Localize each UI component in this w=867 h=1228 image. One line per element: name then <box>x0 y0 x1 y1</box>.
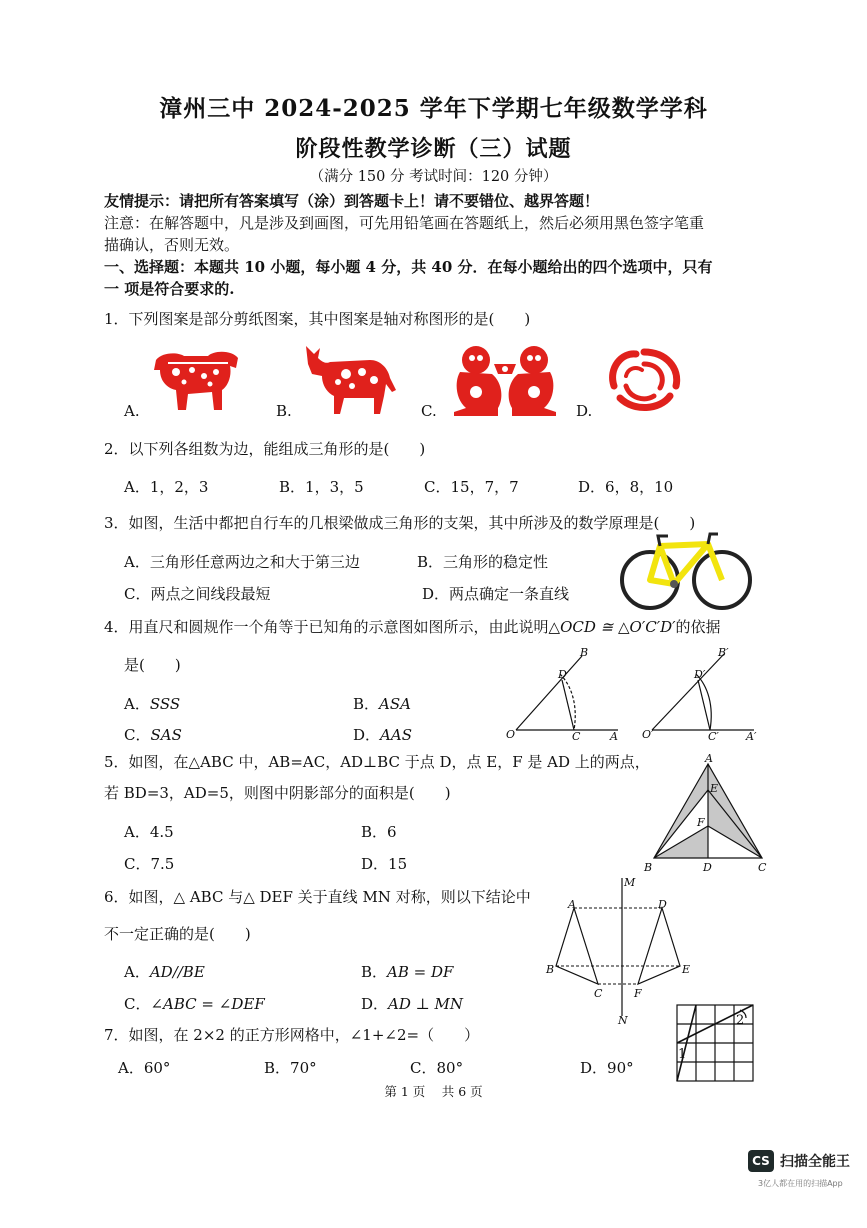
q7-option-d: D．90° <box>580 1059 634 1077</box>
page-footer: 第 1 页 共 6 页 <box>384 1084 483 1099</box>
q5-stem-line1: 5．如图，在△ABC 中，AB=AC，AD⊥BC 于点 D，点 E，F 是 AD 上的两点， <box>104 753 650 771</box>
q6-option-b-row <box>361 961 453 982</box>
q6-option-d-row <box>361 993 463 1014</box>
q3-option-a: A．三角形任意两边之和大于第三边 <box>124 553 360 571</box>
q7-option-a: A．60° <box>118 1059 171 1077</box>
q6-option-c-row <box>124 993 265 1014</box>
q2-stem: 2．以下列各组数为边，能组成三角形的是( ) <box>104 440 426 458</box>
section1-heading-2: 一 项是符合要求的. <box>104 280 235 298</box>
q1-option-d: D. <box>576 402 593 420</box>
q2-option-c: C．15，7，7 <box>424 478 519 496</box>
q6-option-a: A． <box>124 963 150 981</box>
q5-option-c: C．7.5 <box>124 855 175 873</box>
q4-option-a-row <box>124 693 180 714</box>
q5-option-a: A．4.5 <box>124 823 174 841</box>
q4-label-a: A <box>610 730 618 743</box>
ox-papercut-icon <box>148 346 244 418</box>
q7-label-1: 1 <box>678 1047 687 1062</box>
q4-option-d: D． <box>353 726 381 744</box>
q1-option-c: C. <box>421 402 437 420</box>
q4-option-c: C． <box>124 726 151 744</box>
camscanner-logo: CS <box>748 1150 774 1172</box>
q4-option-b-row <box>353 693 411 714</box>
camscanner-tagline: 3亿人都在用的扫描App <box>758 1179 843 1188</box>
q5-label-b: B <box>644 861 653 874</box>
q6-option-b: B． <box>361 963 388 981</box>
q7-option-c: C．80° <box>410 1059 464 1077</box>
exam-info: （满分 150 分 考试时间：120 分钟） <box>309 169 558 185</box>
q4-option-b: B． <box>353 695 380 713</box>
q6-label-e: E <box>682 963 691 976</box>
q6-option-c-value: ∠ABC = ∠DEF <box>150 995 265 1013</box>
q4-option-c-value: SAS <box>150 726 182 744</box>
exam-subtitle: 阶段性教学诊断（三）试题 <box>295 136 572 162</box>
q6-option-a-row <box>124 961 205 982</box>
q6-label-f: F <box>634 987 642 1000</box>
monkeys-papercut-icon <box>446 342 564 418</box>
note-line-1: 注意：在解答题中，凡是涉及到画图，可先用铅笔画在答题纸上，然后必须用黑色签字笔重 <box>104 214 705 232</box>
q1-option-a: A. <box>124 402 140 420</box>
q4-angle-figure <box>502 640 772 744</box>
exam-title: 漳州三中 2024-2025 学年下学期七年级数学学科 <box>159 95 708 122</box>
q4-stem-tail: 的依据 <box>675 618 721 636</box>
q5-option-b: B．6 <box>361 823 397 841</box>
q6-option-a-value: AD//BE <box>149 963 205 981</box>
q4-label-b-prime: B′ <box>718 646 729 659</box>
q4-stem-math: △OCD ≅ △O′C′D′ <box>548 618 676 636</box>
q5-label-d: D <box>703 861 712 874</box>
q6-label-b: B <box>546 963 555 976</box>
q6-label-n: N <box>618 1014 628 1026</box>
q4-stem-text: 4．用直尺和圆规作一个角等于已知角的示意图如图所示，由此说明 <box>104 618 549 636</box>
q7-label-2: 2 <box>736 1013 745 1028</box>
q4-option-c-row <box>124 724 182 745</box>
q6-label-d: D <box>658 898 667 911</box>
q7-option-b: B．70° <box>264 1059 317 1077</box>
q3-option-d: D．两点确定一条直线 <box>422 585 570 603</box>
tip-line: 友情提示：请把所有答案填写（涂）到答题卡上！请不要错位、越界答题！ <box>104 192 600 210</box>
camscanner-name: 扫描全能王 <box>780 1154 850 1170</box>
q4-option-a: A． <box>124 695 150 713</box>
section1-heading-1: 一、选择题：本题共 10 小题，每小题 4 分，共 40 分．在每小题给出的四个选项中，只有 <box>104 258 713 276</box>
q4-label-d: D <box>558 668 567 681</box>
q3-option-c: C．两点之间线段最短 <box>124 585 271 603</box>
q5-label-f: F <box>697 816 705 829</box>
q2-option-a: A．1，2，3 <box>124 478 209 496</box>
q4-label-c-prime: C′ <box>708 730 719 743</box>
q4-label-a-prime: A′ <box>746 730 757 743</box>
q4-label-o-prime: O′ <box>642 728 654 741</box>
q7-grid-figure <box>674 1002 756 1084</box>
q3-option-b: B．三角形的稳定性 <box>417 553 549 571</box>
q6-label-m: M <box>624 876 636 889</box>
bicycle-icon <box>618 528 752 612</box>
q4-option-a-value: SSS <box>149 695 181 713</box>
q6-stem-line2: 不一定正确的是( ) <box>104 925 251 943</box>
q6-label-c: C <box>594 987 603 1000</box>
bull-papercut-icon <box>300 340 400 418</box>
q4-label-b: B <box>580 646 589 659</box>
q4-option-d-row <box>353 724 412 745</box>
q5-triangle-figure <box>640 750 772 876</box>
q6-option-d-value: AD ⊥ MN <box>388 995 464 1013</box>
q1-option-b: B. <box>276 402 292 420</box>
q5-label-a: A <box>705 752 713 765</box>
q4-stem-line2: 是( ) <box>124 656 181 674</box>
q1-stem: 1．下列图案是部分剪纸图案，其中图案是轴对称图形的是( ) <box>104 310 531 328</box>
q4-option-b-value: ASA <box>379 695 411 713</box>
q5-label-c: C <box>758 861 767 874</box>
q5-option-d: D．15 <box>361 855 408 873</box>
q6-option-c: C． <box>124 995 151 1013</box>
q5-label-e: E <box>710 782 719 795</box>
swirl-logo-icon <box>604 344 684 414</box>
q7-stem: 7．如图，在 2×2 的正方形网格中，∠1+∠2=（ ） <box>104 1026 480 1044</box>
q4-option-d-value: AAS <box>380 726 412 744</box>
q6-stem-line1: 6．如图，△ ABC 与△ DEF 关于直线 MN 对称，则以下结论中 <box>104 888 531 906</box>
q4-label-c: C <box>572 730 581 743</box>
q4-label-d-prime: D′ <box>694 668 706 681</box>
q2-option-b: B．1，3，5 <box>279 478 364 496</box>
q2-option-d: D．6，8，10 <box>578 478 674 496</box>
q4-stem-line1 <box>104 616 721 637</box>
q6-option-d: D． <box>361 995 389 1013</box>
note-line-2: 描确认，否则无效。 <box>104 236 240 254</box>
q6-label-a: A <box>568 898 576 911</box>
q6-option-b-value: AB = DF <box>387 963 454 981</box>
q4-label-o: O <box>506 728 516 741</box>
q3-stem: 3．如图，生活中都把自行车的几根梁做成三角形的支架，其中所涉及的数学原理是( ) <box>104 514 696 532</box>
q5-stem-line2: 若 BD=3，AD=5，则图中阴影部分的面积是( ) <box>104 784 451 802</box>
